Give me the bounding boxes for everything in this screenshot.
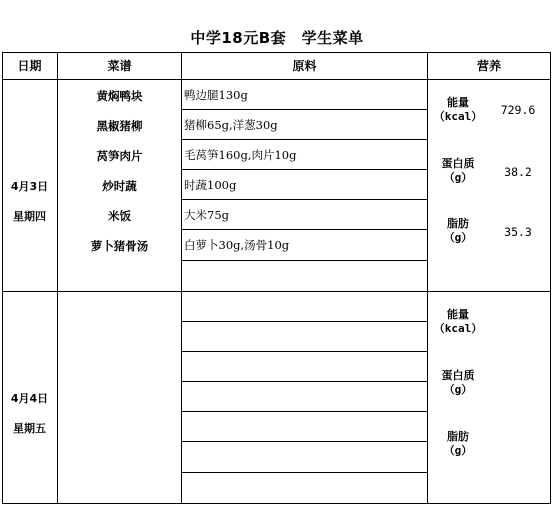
fat-value: 35.3: [504, 225, 532, 239]
protein-label: [428, 369, 488, 397]
dish-name: 莴笋肉片: [96, 149, 143, 163]
dish-name: 炒时蔬: [102, 179, 137, 193]
day-weekday: 星期四: [13, 210, 46, 223]
protein-unit: （g）: [443, 171, 473, 184]
energy-label-text: 能量: [447, 96, 469, 109]
dish-ingredients: 猪柳65g,洋葱30g: [184, 118, 278, 132]
dish-ingredients: 大米75g: [184, 208, 229, 222]
protein-value: 38.2: [504, 165, 532, 179]
energy-label-text: 能量: [447, 308, 469, 321]
energy-label: [428, 308, 488, 336]
dish-ingredients: 鸭边腿130g: [184, 88, 248, 102]
menu-title: 中学18元B套 学生菜单: [190, 29, 364, 47]
fat-label: [428, 217, 488, 245]
energy-label: [428, 96, 488, 124]
header-date: 日期: [17, 59, 42, 73]
fat-label-text: 脂肪: [447, 217, 469, 230]
dish-name: 萝卜猪骨汤: [90, 239, 149, 253]
protein-unit: （g）: [443, 383, 473, 396]
day-date: 4月4日: [10, 392, 49, 405]
fat-unit: （g）: [443, 231, 473, 244]
protein-label-text: 蛋白质: [441, 157, 475, 170]
energy-unit: （kcal）: [433, 110, 483, 123]
header-menu: 菜谱: [107, 59, 132, 73]
dish-name: 米饭: [108, 209, 131, 223]
energy-value: 729.6: [500, 103, 536, 117]
fat-unit: （g）: [443, 444, 473, 457]
dish-ingredients: 毛莴笋160g,肉片10g: [184, 148, 297, 162]
energy-unit: （kcal）: [433, 322, 483, 335]
fat-label-text: 脂肪: [447, 430, 469, 443]
fat-label: [428, 430, 488, 458]
day-date: 4月3日: [10, 180, 49, 193]
dish-name: 黑椒猪柳: [96, 119, 143, 133]
dish-ingredients: 时蔬100g: [184, 178, 237, 192]
dish-name: 黄焖鸭块: [96, 89, 143, 103]
header-nutrition: 营养: [476, 59, 501, 73]
day-weekday: 星期五: [13, 422, 46, 435]
protein-label-text: 蛋白质: [441, 369, 475, 382]
dish-ingredients: 白萝卜30g,汤骨10g: [184, 238, 290, 252]
protein-label: [428, 157, 488, 185]
header-ingredients: 原料: [292, 59, 317, 73]
